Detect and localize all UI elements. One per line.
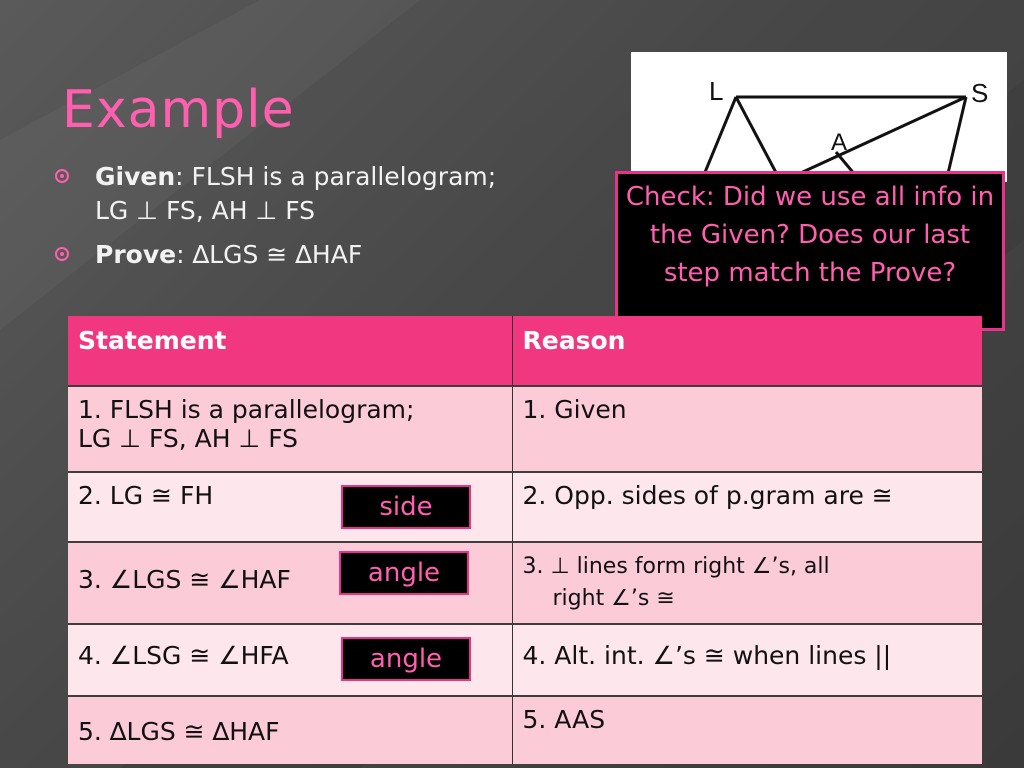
header-reason: Reason — [512, 316, 982, 386]
statement-cell — [68, 472, 512, 542]
reason-text: right ∠’s ≅ — [552, 586, 675, 611]
bullet-icon — [55, 169, 69, 183]
label-s: S — [971, 78, 989, 108]
parallelogram-diagram — [631, 52, 1007, 182]
reason-cell: 1. Given — [512, 386, 982, 472]
header-statement: Statement — [68, 316, 512, 386]
statement-text: LG ⊥ FS, AH ⊥ FS — [78, 424, 299, 453]
prove-bullet — [55, 238, 615, 272]
table-header — [68, 316, 982, 386]
statement-text: 4. ∠LSG ≅ ∠HFA — [78, 641, 289, 670]
reason-cell — [512, 542, 982, 624]
table-row — [68, 472, 982, 542]
label-a: A — [831, 129, 848, 156]
reason-text: 3. ⊥ lines form right ∠’s, all — [522, 554, 830, 579]
label-l: L — [709, 76, 724, 106]
statement-text: 2. LG ≅ FH — [78, 481, 214, 510]
statement-cell — [68, 696, 512, 764]
statement-text: 3. ∠LGS ≅ ∠HAF — [78, 565, 291, 594]
prove-text: : ∆LGS ≅ ∆HAF — [176, 240, 363, 269]
statement-cell — [68, 542, 512, 624]
given-label: Given — [95, 162, 176, 191]
table-row — [68, 386, 982, 472]
table-row — [68, 696, 982, 764]
statement-text: 1. FLSH is a parallelogram; — [78, 395, 415, 424]
check-callout: Check: Did we use all info in the Given? Does our last step match the Prove? — [615, 171, 1005, 331]
diagram-figure — [631, 52, 1007, 182]
given-line2: LG ⊥ FS, AH ⊥ FS — [95, 196, 316, 225]
given-bullet — [55, 160, 615, 228]
prove-label: Prove — [95, 240, 177, 269]
given-line1: : FLSH is a parallelogram; — [175, 162, 497, 191]
proof-table — [68, 316, 982, 764]
statement-cell — [68, 624, 512, 696]
angle-tag: angle — [339, 551, 469, 595]
reason-text: 4. Alt. int. ∠’s ≅ when lines || — [522, 641, 892, 670]
reason-cell — [512, 624, 982, 696]
reason-cell: 2. Opp. sides of p.gram are ≅ — [512, 472, 982, 542]
reason-cell: 5. AAS — [512, 696, 982, 764]
table-row — [68, 542, 982, 624]
angle-tag: angle — [341, 637, 471, 681]
bullet-icon — [55, 247, 69, 261]
bullet-list — [55, 160, 615, 282]
statement-cell — [68, 386, 512, 472]
side-tag: side — [341, 485, 471, 529]
slide-title: Example — [62, 80, 295, 140]
statement-text: 5. ∆LGS ≅ ∆HAF — [78, 717, 280, 746]
table-row — [68, 624, 982, 696]
